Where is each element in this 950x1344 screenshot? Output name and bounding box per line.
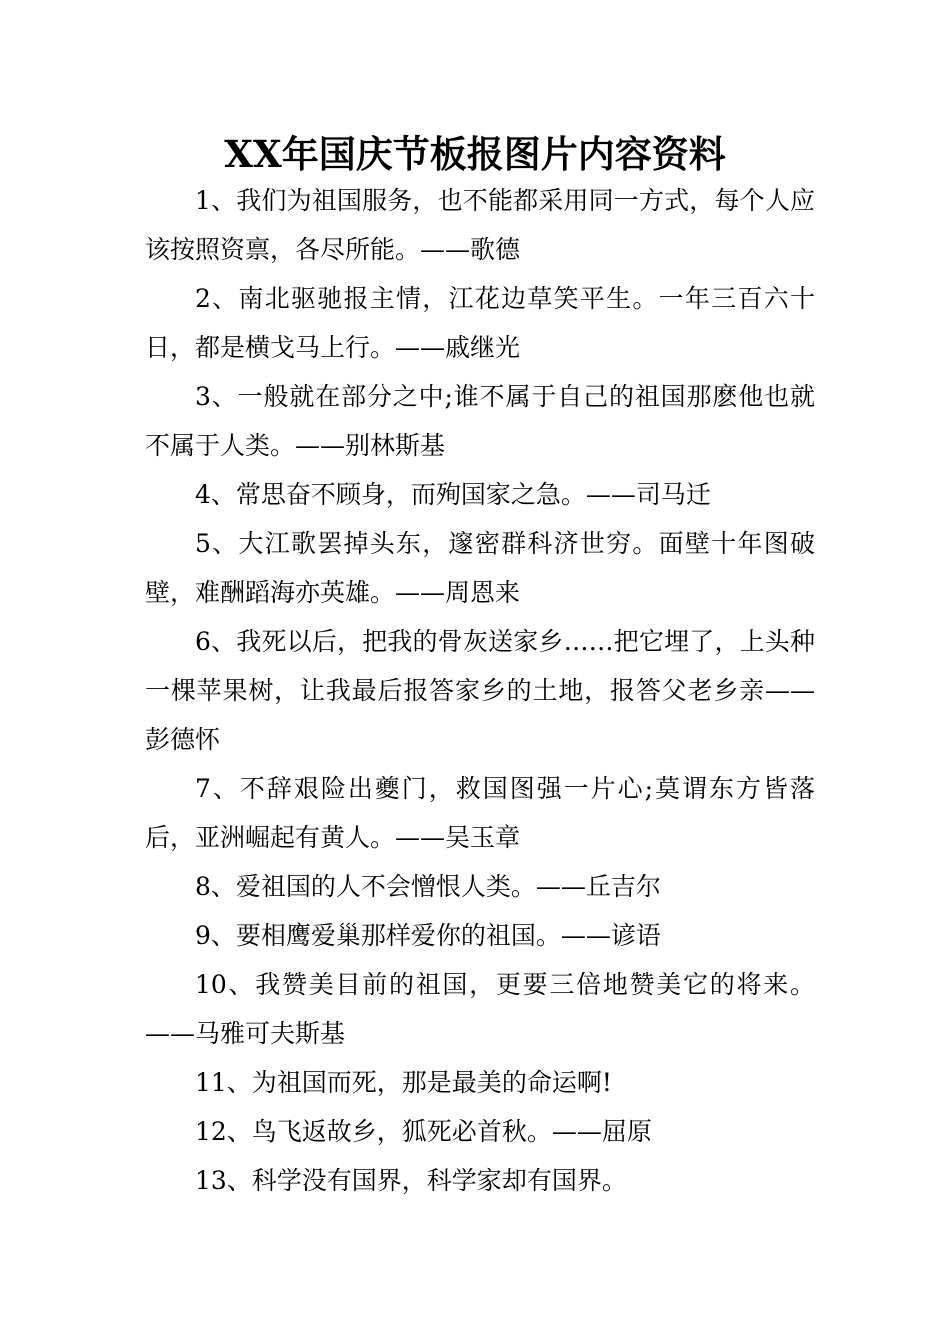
quote-paragraph-6: 6、我死以后，把我的骨灰送家乡……把它埋了，上头种一棵苹果树，让我最后报答家乡的土地，报答父老乡亲——彭德怀 <box>145 627 815 754</box>
document-body <box>145 176 815 1205</box>
quote-paragraph-11: 11、为祖国而死，那是最美的命运啊! <box>195 1068 612 1097</box>
quote-paragraph-5: 5、大江歌罢掉头东，邃密群科济世穷。面壁十年图破壁，难酬蹈海亦英雄。——周恩来 <box>145 529 815 607</box>
document-title: XX年国庆节板报图片内容资料 <box>224 132 726 176</box>
quote-paragraph-13: 13、科学没有国界，科学家却有国界。 <box>195 1166 627 1195</box>
quote-paragraph-9: 9、要相鹰爱巢那样爱你的祖国。——谚语 <box>195 921 661 950</box>
quote-paragraph-3: 3、一般就在部分之中;谁不属于自己的祖国那麽他也就不属于人类。——别林斯基 <box>145 382 815 460</box>
quote-paragraph-8: 8、爱祖国的人不会憎恨人类。——丘吉尔 <box>195 872 661 901</box>
quote-paragraph-2: 2、南北驱驰报主情，江花边草笑平生。一年三百六十日，都是横戈马上行。——戚继光 <box>145 284 815 362</box>
quote-paragraph-4: 4、常思奋不顾身，而殉国家之急。——司马迁 <box>195 480 711 509</box>
quote-paragraph-10: 10、我赞美目前的祖国，更要三倍地赞美它的将来。——马雅可夫斯基 <box>145 970 815 1048</box>
quote-paragraph-12: 12、鸟飞返故乡，狐死必首秋。——屈原 <box>195 1117 652 1146</box>
quote-paragraph-1: 1、我们为祖国服务，也不能都采用同一方式，每个人应该按照资禀，各尽所能。——歌德 <box>145 186 815 264</box>
quote-paragraph-7: 7、不辞艰险出夔门，救国图强一片心;莫谓东方皆落后，亚洲崛起有黄人。——吴玉章 <box>145 774 815 852</box>
